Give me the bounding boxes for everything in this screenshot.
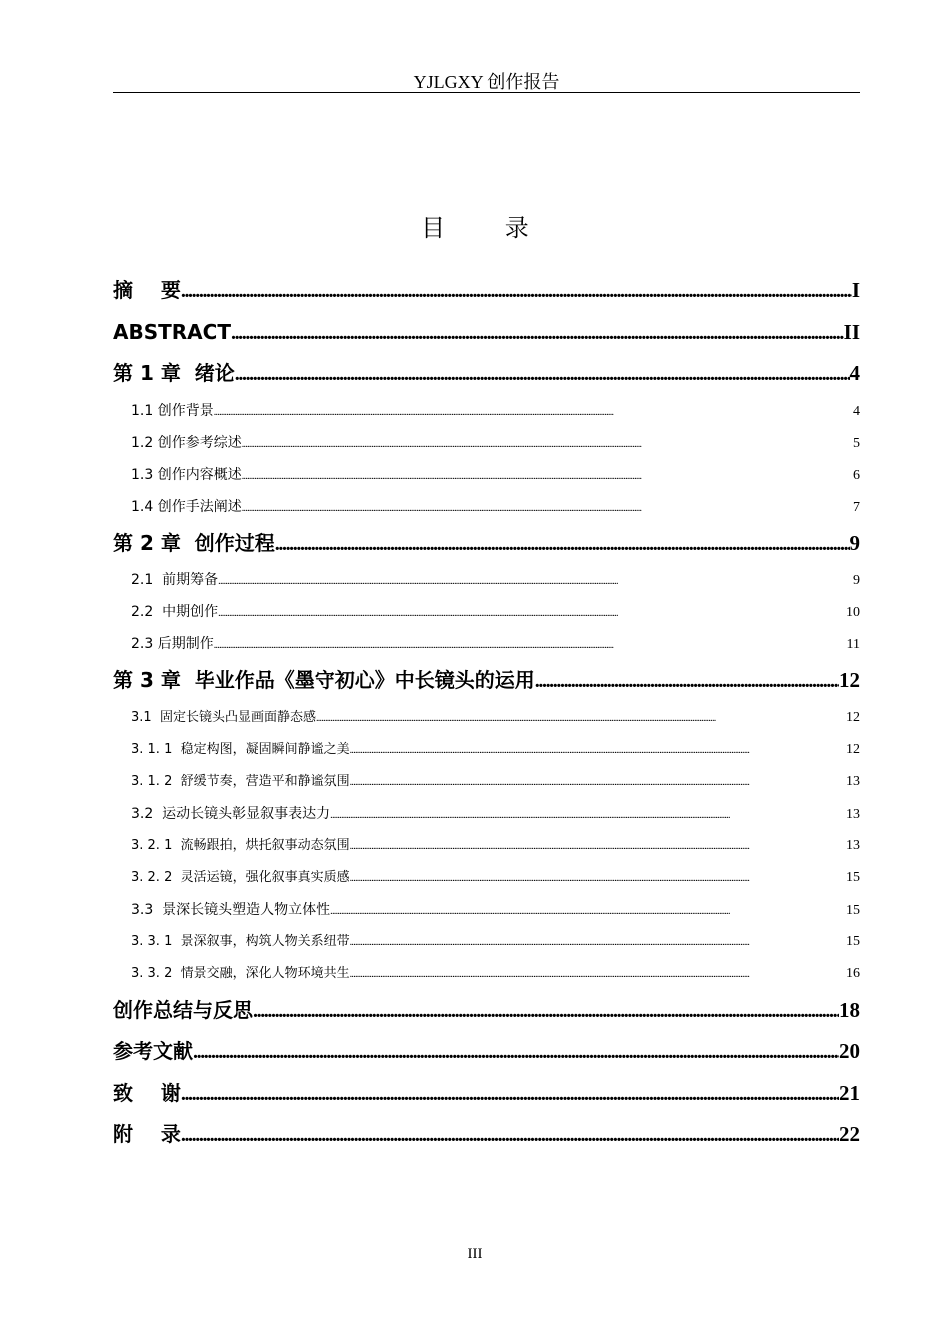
dot-leader xyxy=(218,566,853,598)
toc-entry-page-number: 12 xyxy=(846,709,860,725)
dot-leader xyxy=(535,661,839,703)
toc-entry-page-number: 15 xyxy=(846,869,860,885)
toc-entry-label: 1.2 创作参考综述 xyxy=(131,434,242,451)
dot-leader xyxy=(181,1115,839,1157)
dot-leader xyxy=(242,461,853,493)
dot-leader xyxy=(350,927,846,959)
toc-entry-chapter[interactable] xyxy=(113,523,860,565)
running-header: YJLGXY 创作报告 xyxy=(413,72,560,92)
toc-entry-label: 2.3 后期制作 xyxy=(131,636,214,652)
toc-entry-page-number: 13 xyxy=(846,806,860,822)
toc-entry-section[interactable] xyxy=(113,894,860,926)
dot-leader xyxy=(330,800,846,832)
toc-entry-label: 3.2 运动长镜头彰显叙事表达力 xyxy=(131,805,331,822)
toc-entry-chapter[interactable] xyxy=(113,1114,860,1156)
toc-entry-page-number: 15 xyxy=(846,933,860,949)
toc-entry-page-number: 4 xyxy=(849,361,860,385)
dot-leader xyxy=(253,991,839,1033)
dot-leader xyxy=(214,630,847,662)
toc-entry-label: 摘 要 xyxy=(113,278,181,302)
toc-entry-page-number: 12 xyxy=(839,668,860,692)
toc-entry-page-number: 21 xyxy=(839,1080,860,1105)
toc-entry-chapter[interactable] xyxy=(113,1031,860,1073)
toc-entry-page-number: 12 xyxy=(846,741,860,757)
toc-entry-section[interactable] xyxy=(113,628,860,660)
toc-entry-label: 3. 3. 2 情景交融，深化人物环境共生 xyxy=(131,965,350,981)
toc-entry-page-number: 6 xyxy=(853,467,860,483)
toc-entry-label: 2.1 前期筹备 xyxy=(131,572,219,588)
header-rule xyxy=(113,92,860,93)
toc-entry-chapter[interactable] xyxy=(113,353,860,395)
dot-leader xyxy=(242,493,853,525)
dot-leader xyxy=(242,429,853,461)
dot-leader xyxy=(214,397,853,429)
dot-leader xyxy=(231,313,844,355)
toc-entry-chapter[interactable] xyxy=(113,990,860,1032)
toc-entry-page-number: 13 xyxy=(846,773,860,789)
toc-entry-chapter[interactable] xyxy=(113,660,860,702)
toc-entry-label: 第 2 章 创作过程 xyxy=(113,530,275,555)
toc-entry-label: 致 谢 xyxy=(113,1080,181,1105)
dot-leader xyxy=(350,831,846,863)
toc-entry-page-number: 22 xyxy=(839,1122,860,1146)
toc-entry-label: 2.2 中期创作 xyxy=(131,604,219,620)
toc-entry-page-number: 9 xyxy=(849,530,860,555)
toc-entry-section[interactable] xyxy=(113,830,860,862)
toc-entry-page-number: 16 xyxy=(846,965,860,981)
toc-entry-label: 1.1 创作背景 xyxy=(131,402,214,419)
dot-leader xyxy=(330,896,846,928)
toc-entry-label: 1.3 创作内容概述 xyxy=(131,466,242,483)
dot-leader xyxy=(193,1032,839,1074)
toc-entry-page-number: 10 xyxy=(846,605,860,620)
toc-entry-section[interactable] xyxy=(113,564,860,596)
dot-leader xyxy=(275,524,850,566)
dot-leader xyxy=(350,959,846,991)
dot-leader xyxy=(181,271,852,313)
dot-leader xyxy=(181,1074,839,1116)
dot-leader xyxy=(350,863,846,895)
toc-entry-label: 3.3 景深长镜头塑造人物立体性 xyxy=(131,901,331,918)
dot-leader xyxy=(350,735,846,767)
toc-entry-label: ABSTRACT xyxy=(113,319,231,344)
toc-entry-page-number: 5 xyxy=(853,435,860,451)
toc-entry-section[interactable] xyxy=(113,862,860,894)
dot-leader xyxy=(350,767,846,799)
toc-entry-label: 3.1 固定长镜头凸显画面静态感 xyxy=(131,709,316,725)
toc-entry-label: 3. 2. 2 灵活运镜，强化叙事真实质感 xyxy=(131,869,350,885)
toc-entry-page-number: 13 xyxy=(846,837,860,853)
toc-entry-section[interactable] xyxy=(113,798,860,830)
toc-entry-page-number: II xyxy=(843,319,860,344)
toc-entry-label: 1.4 创作手法阐述 xyxy=(131,498,242,515)
toc-entry-label: 3. 1. 1 稳定构图，凝固瞬间静谧之美 xyxy=(131,741,350,757)
toc-entry-page-number: 4 xyxy=(853,403,860,419)
toc-entry-section[interactable] xyxy=(113,491,860,523)
toc-entry-page-number: 11 xyxy=(846,637,860,652)
toc-entry-section[interactable] xyxy=(113,427,860,459)
toc-entry-label: 参考文献 xyxy=(113,1039,193,1063)
toc-entry-section[interactable] xyxy=(113,702,860,734)
toc-entry-page-number: 7 xyxy=(853,499,860,515)
toc-entry-label: 创作总结与反思 xyxy=(113,997,253,1022)
toc-entry-page-number: 15 xyxy=(846,902,860,918)
toc-entry-label: 附 录 xyxy=(113,1122,181,1146)
toc-entry-label: 第 3 章 毕业作品《墨守初心》中长镜头的运用 xyxy=(113,668,535,692)
toc-entry-chapter[interactable] xyxy=(113,312,860,354)
dot-leader xyxy=(316,703,846,735)
toc-entry-label: 3. 3. 1 景深叙事，构筑人物关系纽带 xyxy=(131,933,350,949)
toc-entry-label: 第 1 章 绪论 xyxy=(113,361,235,385)
table-of-contents xyxy=(113,270,860,1156)
toc-entry-section[interactable] xyxy=(113,958,860,990)
toc-entry-chapter[interactable] xyxy=(113,270,860,312)
toc-entry-section[interactable] xyxy=(113,926,860,958)
toc-entry-page-number: 18 xyxy=(839,997,860,1022)
toc-entry-chapter[interactable] xyxy=(113,1073,860,1115)
dot-leader xyxy=(235,354,850,396)
toc-entry-section[interactable] xyxy=(113,395,860,427)
toc-entry-label: 3. 1. 2 舒缓节奏，营造平和静谧氛围 xyxy=(131,773,350,789)
toc-entry-page-number: 9 xyxy=(853,573,860,588)
toc-entry-label: 3. 2. 1 流畅跟拍，烘托叙事动态氛围 xyxy=(131,837,350,853)
page-number: III xyxy=(467,1246,483,1262)
toc-entry-page-number: 20 xyxy=(839,1039,860,1063)
toc-entry-section[interactable] xyxy=(113,459,860,491)
toc-entry-page-number: I xyxy=(851,278,860,302)
toc-entry-section[interactable] xyxy=(113,766,860,798)
dot-leader xyxy=(218,598,846,630)
toc-entry-section[interactable] xyxy=(113,734,860,766)
toc-title: 目 录 xyxy=(421,214,555,242)
toc-entry-section[interactable] xyxy=(113,596,860,628)
